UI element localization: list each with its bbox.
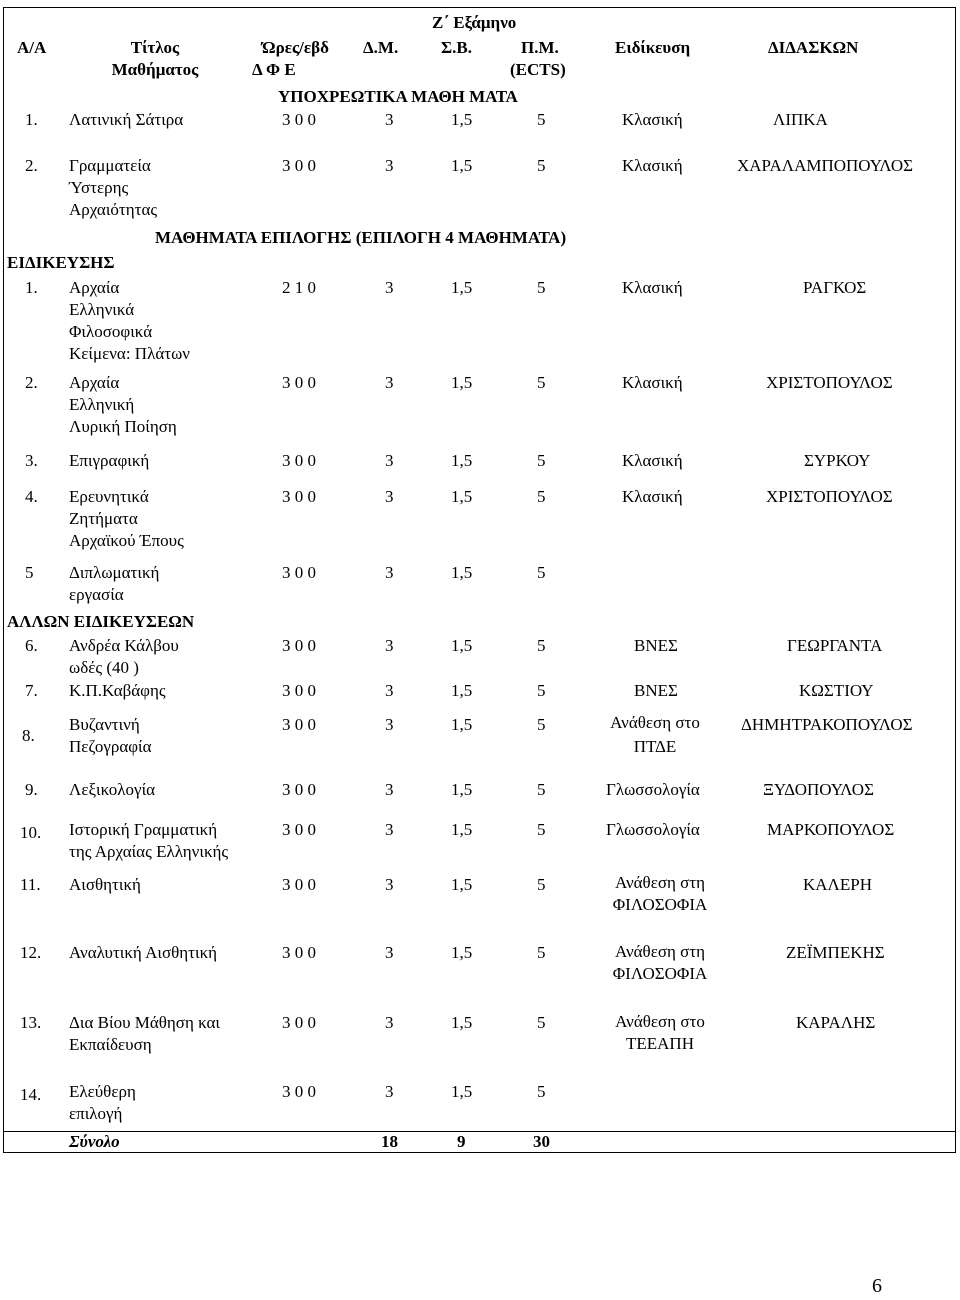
row-title: Ανδρέα Κάλβου (69, 636, 179, 655)
row-teacher: ΧΡΙΣΤΟΠΟΥΛΟΣ (766, 373, 893, 392)
row-spec: Ανάθεση στο (610, 713, 700, 732)
col-header-pm-1: Π.Μ. (521, 38, 559, 57)
row-pm: 5 (537, 681, 546, 700)
row-spec: Κλασική (622, 487, 683, 506)
row-pm: 5 (537, 1013, 546, 1032)
row-num: 6. (25, 636, 38, 655)
row-pm: 5 (537, 278, 546, 297)
row-hours: 3 0 0 (282, 563, 316, 582)
total-divider (3, 1131, 956, 1132)
row-title: Βυζαντινή (69, 715, 140, 734)
row-hours: 3 0 0 (282, 451, 316, 470)
row-num: 3. (25, 451, 38, 470)
row-teacher: ΚΩΣΤΙΟΥ (799, 681, 874, 700)
row-teacher: ΡΑΓΚΟΣ (803, 278, 867, 297)
row-sv: 1,5 (451, 715, 473, 734)
row-title: Αισθητική (69, 875, 141, 894)
col-header-title-2: Μαθήματος (111, 60, 199, 79)
row-hours: 3 0 0 (282, 156, 316, 175)
row-dm: 3 (385, 1082, 394, 1101)
row-title: ωδές (40 ) (69, 658, 139, 677)
row-sv: 1,5 (451, 875, 473, 894)
row-spec: ΠΤΔΕ (633, 737, 677, 756)
row-title: Ελληνική (69, 395, 135, 414)
row-dm: 3 (385, 943, 394, 962)
row-pm: 5 (537, 943, 546, 962)
row-spec: ΤΕΕΑΠΗ (626, 1034, 694, 1053)
row-dm: 3 (385, 820, 394, 839)
row-hours: 3 0 0 (282, 780, 316, 799)
row-hours: 3 0 0 (282, 681, 316, 700)
row-spec: ΦΙΛΟΣΟΦΙΑ (612, 895, 708, 914)
row-title: Φιλοσοφικά (69, 322, 153, 341)
row-title: της Αρχαίας Ελληνικής (69, 842, 229, 861)
row-sv: 1,5 (451, 156, 473, 175)
row-pm: 5 (537, 110, 546, 129)
semester-title: Ζ΄ Εξάμηνο (432, 13, 517, 32)
row-teacher: ΧΡΙΣΤΟΠΟΥΛΟΣ (766, 487, 893, 506)
row-pm: 5 (537, 373, 546, 392)
row-dm: 3 (385, 715, 394, 734)
row-hours: 3 0 0 (282, 373, 316, 392)
row-teacher: ΖΕΪΜΠΕΚΗΣ (786, 943, 885, 962)
row-title: Διπλωματική (69, 563, 160, 582)
row-hours: 3 0 0 (282, 820, 316, 839)
row-pm: 5 (537, 875, 546, 894)
row-num: 10. (20, 823, 42, 842)
row-dm: 3 (385, 156, 394, 175)
row-hours: 3 0 0 (282, 110, 316, 129)
row-title: Ύστερης (69, 178, 129, 197)
row-pm: 5 (537, 487, 546, 506)
row-sv: 1,5 (451, 943, 473, 962)
row-pm: 5 (537, 1082, 546, 1101)
row-pm: 5 (537, 715, 546, 734)
row-hours: 3 0 0 (282, 1013, 316, 1032)
row-sv: 1,5 (451, 373, 473, 392)
row-dm: 3 (385, 1013, 394, 1032)
row-num: 8. (22, 726, 35, 745)
row-spec: Ανάθεση στη (614, 942, 706, 961)
row-hours: 3 0 0 (282, 1082, 316, 1101)
row-hours: 3 0 0 (282, 715, 316, 734)
row-pm: 5 (537, 563, 546, 582)
row-spec: Κλασική (622, 156, 683, 175)
section-specialty: ΕΙΔΙΚΕΥΣΗΣ (7, 253, 115, 272)
row-num: 12. (20, 943, 42, 962)
row-title: Ιστορική Γραμματική (69, 820, 218, 839)
row-num: 13. (20, 1013, 42, 1032)
col-header-pm-2: (ECTS) (510, 60, 566, 79)
row-sv: 1,5 (451, 636, 473, 655)
row-title: Αρχαία (69, 278, 120, 297)
row-dm: 3 (385, 451, 394, 470)
row-title: επιλογή (69, 1104, 123, 1123)
row-spec: ΒΝΕΣ (634, 681, 678, 700)
page-number: 6 (872, 1275, 882, 1297)
row-spec: Γλωσσολογία (606, 820, 700, 839)
row-spec: ΒΝΕΣ (634, 636, 678, 655)
row-title: Αρχαιότητας (69, 200, 158, 219)
row-dm: 3 (385, 373, 394, 392)
row-title: Αναλυτική Αισθητική (69, 943, 218, 962)
row-teacher: ΛΙΠΚΑ (773, 110, 828, 129)
row-title: Αρχαία (69, 373, 120, 392)
col-header-sv: Σ.Β. (441, 38, 472, 57)
row-title: Λυρική Ποίηση (69, 417, 177, 436)
col-header-spec: Ειδίκευση (615, 38, 691, 57)
row-teacher: ΚΑΛΕΡΗ (803, 875, 872, 894)
row-teacher: ΧΑΡΑΛΑΜΠΟΠΟΥΛΟΣ (737, 156, 914, 175)
row-num: 9. (25, 780, 38, 799)
section-other-specialties: ΑΛΛΩΝ ΕΙΔΙΚΕΥΣΕΩΝ (7, 612, 195, 631)
row-hours: 3 0 0 (282, 875, 316, 894)
row-teacher: ΞΥΔΟΠΟΥΛΟΣ (763, 780, 874, 799)
row-title: Ελεύθερη (69, 1082, 136, 1101)
row-title: εργασία (69, 585, 124, 604)
row-sv: 1,5 (451, 451, 473, 470)
row-spec: Κλασική (622, 451, 683, 470)
row-spec: Κλασική (622, 278, 683, 297)
row-dm: 3 (385, 278, 394, 297)
row-num: 5 (25, 563, 34, 582)
row-spec: Ανάθεση στη (614, 873, 706, 892)
row-teacher: ΜΑΡΚΟΠΟΥΛΟΣ (767, 820, 895, 839)
row-num: 2. (25, 373, 38, 392)
row-teacher: ΔΗΜΗΤΡΑΚΟΠΟΥΛΟΣ (741, 715, 913, 734)
section-electives: ΜΑΘΗΜΑΤΑ ΕΠΙΛΟΓΗΣ (ΕΠΙΛΟΓΗ 4 ΜΑΘΗΜΑΤΑ) (155, 228, 567, 247)
row-title: Ερευνητικά (69, 487, 149, 506)
row-spec: Ανάθεση στο (615, 1012, 705, 1031)
row-title: Λατινική Σάτιρα (69, 110, 184, 129)
row-hours: 3 0 0 (282, 636, 316, 655)
row-sv: 1,5 (451, 780, 473, 799)
col-header-hours-2: Δ Φ Ε (252, 60, 296, 79)
row-teacher: ΓΕΩΡΓΑΝΤΑ (787, 636, 883, 655)
section-compulsory: ΥΠΟΧΡΕΩΤΙΚΑ ΜΑΘΗ ΜΑΤΑ (278, 87, 518, 106)
row-num: 7. (25, 681, 38, 700)
row-title: Γραμματεία (69, 156, 151, 175)
row-num: 2. (25, 156, 38, 175)
row-hours: 3 0 0 (282, 943, 316, 962)
row-dm: 3 (385, 875, 394, 894)
row-sv: 1,5 (451, 681, 473, 700)
total-sv: 9 (457, 1132, 466, 1151)
row-dm: 3 (385, 487, 394, 506)
row-pm: 5 (537, 451, 546, 470)
row-spec: Γλωσσολογία (606, 780, 700, 799)
row-spec: Κλασική (622, 373, 683, 392)
row-title: Εκπαίδευση (69, 1035, 152, 1054)
row-title: Επιγραφική (69, 451, 150, 470)
row-dm: 3 (385, 110, 394, 129)
row-sv: 1,5 (451, 278, 473, 297)
row-dm: 3 (385, 563, 394, 582)
col-header-aa: Α/Α (17, 38, 47, 57)
row-pm: 5 (537, 820, 546, 839)
row-pm: 5 (537, 156, 546, 175)
col-header-hours-1: Ώρες/εβδ (262, 38, 329, 57)
row-num: 11. (20, 875, 41, 894)
row-pm: 5 (537, 780, 546, 799)
row-spec: Κλασική (622, 110, 683, 129)
row-title: Πεζογραφία (69, 737, 152, 756)
row-dm: 3 (385, 636, 394, 655)
col-header-dm: Δ.Μ. (363, 38, 399, 57)
row-teacher: ΚΑΡΑΛΗΣ (796, 1013, 876, 1032)
row-hours: 2 1 0 (282, 278, 316, 297)
row-num: 4. (25, 487, 38, 506)
row-title: Κ.Π.Καβάφης (69, 681, 166, 700)
row-num: 14. (20, 1085, 42, 1104)
row-num: 1. (25, 110, 38, 129)
row-num: 1. (25, 278, 38, 297)
total-dm: 18 (381, 1132, 398, 1151)
row-sv: 1,5 (451, 563, 473, 582)
row-title: Λεξικολογία (69, 780, 156, 799)
row-title: Ζητήματα (69, 509, 138, 528)
row-dm: 3 (385, 681, 394, 700)
row-teacher: ΣΥΡΚΟΥ (804, 451, 871, 470)
total-label: Σύνολο (69, 1132, 120, 1151)
row-sv: 1,5 (451, 820, 473, 839)
row-title: Αρχαϊκού Έπους (69, 531, 184, 550)
row-dm: 3 (385, 780, 394, 799)
row-title: Ελληνικά (69, 300, 135, 319)
row-sv: 1,5 (451, 1013, 473, 1032)
row-spec: ΦΙΛΟΣΟΦΙΑ (612, 964, 708, 983)
row-sv: 1,5 (451, 110, 473, 129)
total-pm: 30 (533, 1132, 550, 1151)
row-sv: 1,5 (451, 487, 473, 506)
row-pm: 5 (537, 636, 546, 655)
row-hours: 3 0 0 (282, 487, 316, 506)
row-sv: 1,5 (451, 1082, 473, 1101)
row-title: Δια Βίου Μάθηση και (69, 1013, 220, 1032)
col-header-teacher: ΔΙΔΑΣΚΩΝ (768, 38, 859, 57)
col-header-title-1: Τίτλος (130, 38, 180, 57)
row-title: Κείμενα: Πλάτων (69, 344, 190, 363)
